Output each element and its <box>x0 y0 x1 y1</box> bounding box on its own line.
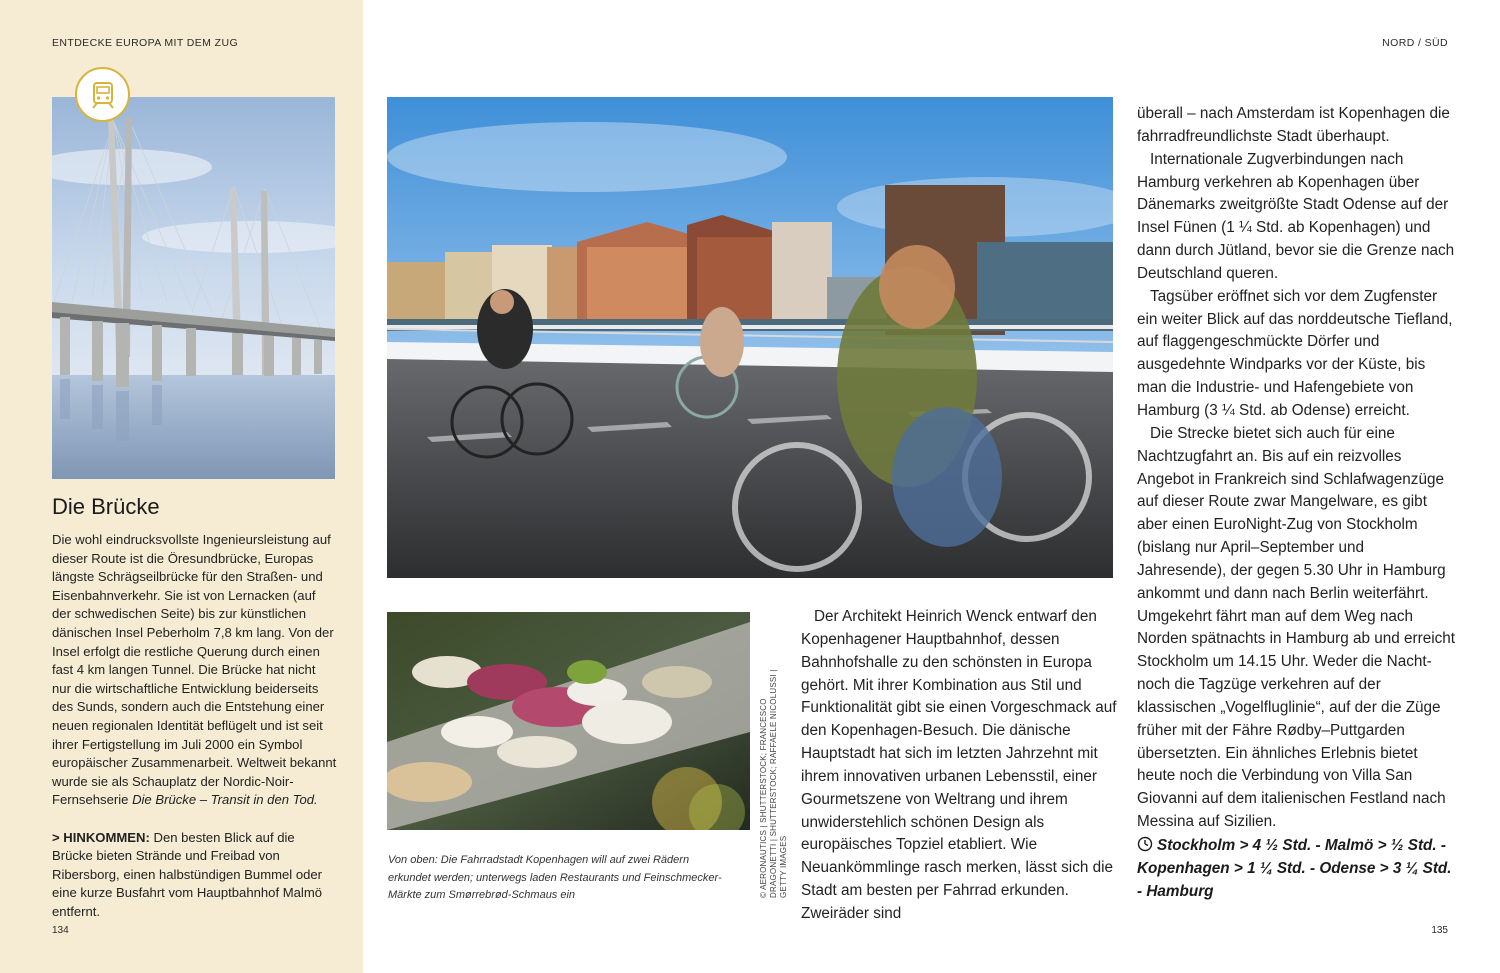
bridge-photo <box>52 97 335 479</box>
sidebar-title: Die Brücke <box>52 494 160 519</box>
sidebar-text <box>52 531 337 940</box>
body-paragraph: überall – nach Amsterdam ist Kopenhagen die fahrradfreundlichste Stadt überhaupt. <box>1137 105 1450 145</box>
page-number-left: 134 <box>52 925 69 936</box>
sidebar-paragraph <box>52 531 337 810</box>
body-column-right <box>1137 103 1455 834</box>
series-title: Die Brücke – Transit in den Tod. <box>132 792 318 808</box>
running-head-left: ENTDECKE EUROPA MIT DEM ZUG <box>52 37 239 49</box>
cyclists-photo <box>387 97 1113 578</box>
body-column-middle <box>801 606 1119 926</box>
train-icon <box>87 79 119 111</box>
getting-there-text: Den besten Blick auf die Brücke bieten Strände und Freibad von Ribersborg, einen halbstündigen Bummel oder eine kurze Busfahrt vom Hauptbahnhof Malmö entfernt. <box>52 829 323 919</box>
route-text: Stockholm > 4 ½ Std. - Malmö > ½ Std. - Kopenhagen > 1 ¼ Std. - Odense > 3 ¼ Std. - Hamburg <box>1137 837 1452 900</box>
getting-there <box>52 829 337 922</box>
sidebar-paragraph-body: Die wohl eindrucksvollste Ingenieursleistung auf dieser Route ist die Öresundbrücke, Europas längste Schrägseilbrücke für den Straßen- und Eisenbahnverkehr. Sie ist von Lernacken (auf der schwedischen Seite) bis zur künstlichen dänischen Insel Peberholm 7,8 km lang. Von der Insel erfolgt die restliche Querung durch einen fast 4 km langen Tunnel. Die Brücke hat nicht nur die wirtschaftliche Entwicklung beiderseits des Sunds, sondern auch die Entstehung einer neuen regionalen Identität beflügelt und ist seit ihrer Fertigstellung im Juli 2000 ein Symbol europäischer Zusammenarbeit. Weltweit bekannt wurde sie als Schauplatz der Nordic-Noir-Fernsehserie <box>52 532 337 808</box>
photo-caption: Von oben: Die Fahrradstadt Kopenhagen will auf zwei Rädern erkundet werden; unterwegs laden Restaurants und Feinschmecker-Märkte zum Smørrebrød-Schmaus ein <box>388 854 722 901</box>
page-number-right: 135 <box>1431 925 1448 936</box>
train-badge <box>75 67 130 122</box>
smorrebrod-photo <box>387 612 750 830</box>
body-paragraph: Internationale Zugverbindungen nach Hamburg verkehren ab Kopenhagen über Dänemarks zweitgrößte Stadt Odense auf der Insel Fünen (1 ¼ Std. ab Kopenhagen) und dann durch Jütland, bevor sie die Grenze nach Deutschland queren. <box>1137 150 1455 282</box>
running-head-right: NORD / SÜD <box>1382 37 1448 49</box>
body-paragraph: Tagsüber eröffnet sich vor dem Zugfenster ein weiter Blick auf das norddeutsche Tiefland, auf flaggengeschmückte Dörfer und ausgedehnte Windparks vor der Küste, bis man die Industrie- und Hafengebiete von Hamburg (3 ¼ Std. ab Odense) erreicht. <box>1137 287 1453 419</box>
photo-credit: © AERONAUTICS | SHUTTERSTOCK; FRANCESCO DRAGONETTI | SHUTTERSTOCK; RAFFAELE NICOLUSSI | GETTY IMAGES <box>759 669 788 898</box>
getting-there-label: > HINKOMMEN: <box>52 829 150 845</box>
clock-icon <box>1137 836 1153 852</box>
body-paragraph: Die Strecke bietet sich auch für eine Nachtzugfahrt an. Bis auf ein reizvolles Angebot in Frankreich sind Schlafwagenzüge auf dieser Route zwar Mangelware, es gibt aber einen EuroNight-Zug von Stockholm (bislang nur April–September und Jahresende), der gegen 5.30 Uhr in Hamburg ankommt und dann nach Berlin weiterfährt. Umgekehrt fährt man auf dem Weg nach Norden spätnachts in Hamburg ab und erreicht Stockholm um 14.15 Uhr. Weder die Nacht- noch die Tagzüge verkehren auf der klassischen „Vogelfluglinie“, auf der die Züge früher mit der Fähre Rødby–Puttgarden übersetzten. Ein ähnliches Erlebnis bietet heute noch die Verbindung von Villa San Giovanni auf dem italienischen Festland nach Messina auf Sizilien. <box>1137 424 1456 831</box>
body-paragraph: Der Architekt Heinrich Wenck entwarf den Kopenhagener Hauptbahnhof, dessen Bahnhofshalle zu den schönsten in Europa gehört. Mit ihrer Kombination aus Stil und Funktionalität gibt sie einen Vorgeschmack auf den Kopenhagen-Besuch. Die dänische Hauptstadt hat sich im letzten Jahrzehnt mit ihrem innovativen urbanen Lebensstil, einer Gourmetszene von Weltrang und ihrem unwiderstehlich schönen Design als europäisches Topziel etabliert. Wie Neuankömmlinge rasch merken, lässt sich die Stadt am besten per Fahrrad erkunden. Zweiräder sind <box>801 608 1117 922</box>
route-summary <box>1137 835 1457 904</box>
